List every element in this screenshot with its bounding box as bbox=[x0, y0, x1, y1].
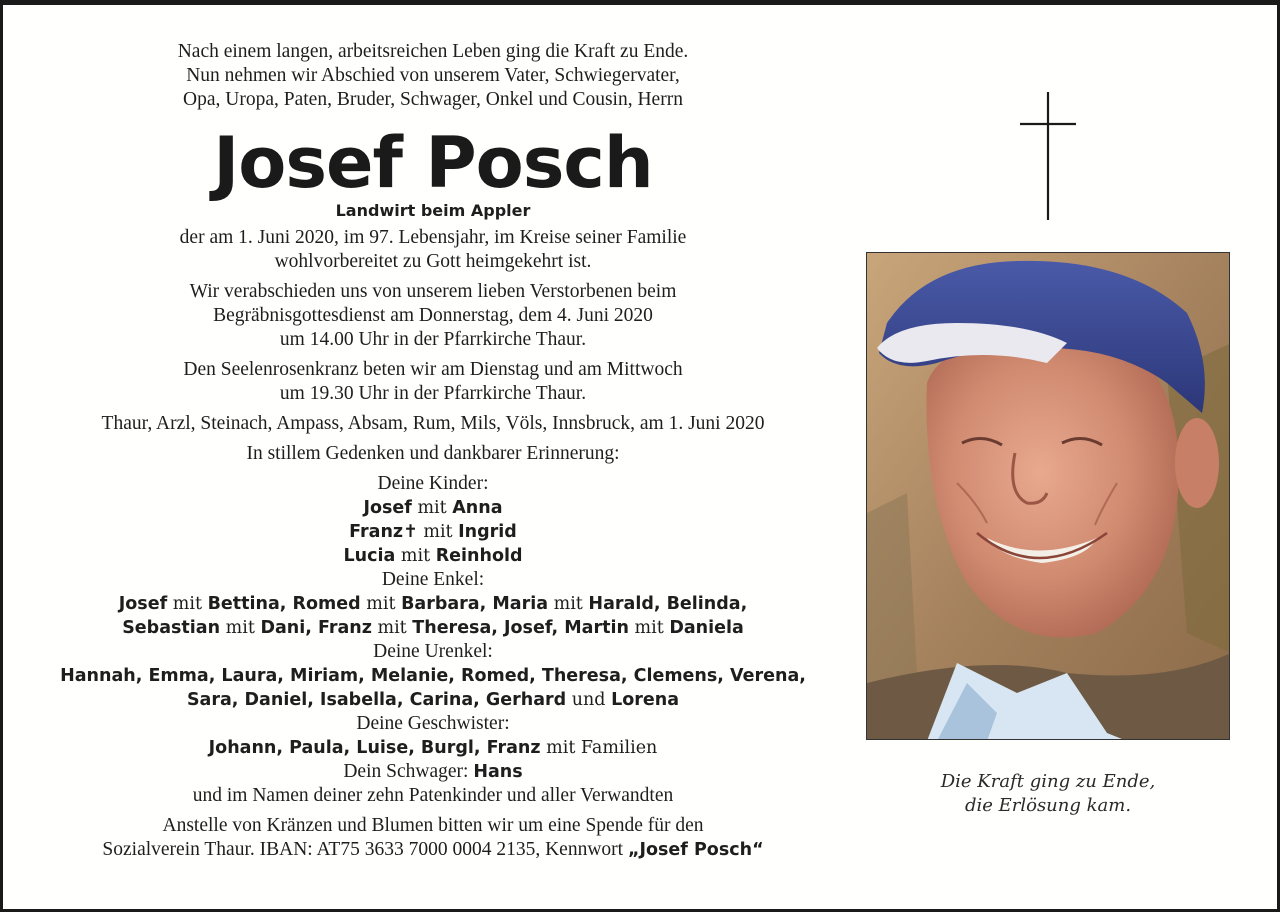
grandchild-name: Sebastian bbox=[122, 618, 221, 638]
rosary-line: Den Seelenrosenkranz beten wir am Dienstag und am Mittwoch bbox=[183, 359, 683, 380]
donation-text: Sozialverein Thaur. IBAN: AT75 3633 7000 0004 2135, Kennwort bbox=[102, 839, 624, 860]
rosary-line: um 19.30 Uhr in der Pfarrkirche Thaur. bbox=[279, 383, 587, 404]
donation-line bbox=[40, 838, 826, 862]
caption-line: Die Kraft ging zu Ende, bbox=[940, 771, 1156, 792]
place-date: Thaur, Arzl, Steinach, Ampass, Absam, Rum, Mils, Völs, Innsbruck, am 1. Juni 2020 bbox=[101, 413, 765, 434]
child-line bbox=[40, 496, 826, 520]
portrait-illustration bbox=[867, 253, 1230, 740]
with-word: mit bbox=[366, 594, 396, 614]
grandchildren-label: Deine Enkel: bbox=[381, 569, 485, 590]
child-line bbox=[40, 520, 826, 544]
great-grandchildren-line bbox=[40, 664, 826, 688]
great-grandchild-names: Hannah, Emma, Laura, Miriam, Melanie, Romed, Theresa, Clemens, Verena, bbox=[60, 666, 806, 686]
death-notice-line: wohlvorbereitet zu Gott heimgekehrt ist. bbox=[274, 251, 592, 272]
funeral-line: Begräbnisgottesdienst am Donnerstag, dem 4. Juni 2020 bbox=[213, 305, 653, 326]
with-word: mit bbox=[377, 618, 407, 638]
great-grandchildren-label: Deine Urenkel: bbox=[373, 641, 493, 662]
caption-line: die Erlösung kam. bbox=[964, 795, 1132, 816]
deceased-name: Josef Posch bbox=[213, 122, 653, 204]
great-grandchild-names: Lorena bbox=[611, 690, 680, 710]
with-word: mit bbox=[634, 618, 664, 638]
with-word: mit bbox=[225, 618, 255, 638]
with-word: mit bbox=[172, 594, 203, 614]
brother-in-law-label: Dein Schwager: bbox=[343, 761, 469, 782]
portrait-photo bbox=[866, 252, 1230, 740]
grandchild-name: Barbara, Maria bbox=[401, 594, 549, 614]
grandchild-name: Daniela bbox=[669, 618, 744, 638]
intro-line: Opa, Uropa, Paten, Bruder, Schwager, Onkel und Cousin, Herrn bbox=[183, 89, 683, 110]
grandchildren-line bbox=[40, 592, 826, 616]
brother-in-law-line bbox=[40, 760, 826, 784]
and-word: und bbox=[571, 690, 606, 710]
photo-caption bbox=[866, 770, 1230, 818]
closing-line: und im Namen deiner zehn Patenkinder und aller Verwandten bbox=[192, 785, 674, 806]
donation-keyword: „Josef Posch“ bbox=[627, 840, 764, 860]
remembrance: In stillem Gedenken und dankbarer Erinnerung: bbox=[246, 443, 620, 464]
with-word: mit bbox=[417, 498, 447, 518]
children-label: Deine Kinder: bbox=[377, 473, 489, 494]
grandchildren-line bbox=[40, 616, 826, 640]
child-name: Josef bbox=[363, 498, 412, 518]
child-line bbox=[40, 544, 826, 568]
funeral-line: Wir verabschieden uns von unserem lieben Verstorbenen beim bbox=[189, 281, 677, 302]
brother-in-law-name: Hans bbox=[473, 762, 523, 782]
grandchild-name: Harald, Belinda, bbox=[588, 594, 748, 614]
grandchild-name: Bettina, Romed bbox=[207, 594, 361, 614]
siblings-label: Deine Geschwister: bbox=[356, 713, 510, 734]
with-word: mit bbox=[553, 594, 583, 614]
siblings-line bbox=[40, 736, 826, 760]
partner-name: Reinhold bbox=[435, 546, 523, 566]
grandchild-name: Theresa, Josef, Martin bbox=[412, 618, 629, 638]
partner-name: Ingrid bbox=[458, 522, 517, 542]
child-name: Franz bbox=[349, 522, 404, 542]
partner-name: Anna bbox=[452, 498, 503, 518]
cross-icon bbox=[1020, 92, 1076, 220]
grandchild-name: Josef bbox=[118, 594, 168, 614]
with-word: mit bbox=[423, 522, 453, 542]
great-grandchild-names: Sara, Daniel, Isabella, Carina, Gerhard bbox=[186, 690, 567, 710]
grandchild-name: Dani, Franz bbox=[260, 618, 372, 638]
sibling-names: Johann, Paula, Luise, Burgl, Franz bbox=[208, 738, 541, 758]
donation-line: Anstelle von Kränzen und Blumen bitten wir um eine Spende für den bbox=[162, 815, 704, 836]
child-name: Lucia bbox=[343, 546, 396, 566]
funeral-line: um 14.00 Uhr in der Pfarrkirche Thaur. bbox=[279, 329, 587, 350]
death-notice-line: der am 1. Juni 2020, im 97. Lebensjahr, im Kreise seiner Familie bbox=[179, 227, 687, 248]
notice-text bbox=[40, 40, 826, 862]
intro-line: Nach einem langen, arbeitsreichen Leben ging die Kraft zu Ende. bbox=[177, 41, 689, 62]
intro-line: Nun nehmen wir Abschied von unserem Vater, Schwiegervater, bbox=[186, 65, 680, 86]
great-grandchildren-line bbox=[40, 688, 826, 712]
with-word: mit bbox=[400, 546, 431, 566]
profession: Landwirt beim Appler bbox=[335, 201, 531, 220]
deceased-cross-icon: ✝ bbox=[403, 522, 418, 542]
siblings-suffix: mit Familien bbox=[546, 738, 658, 758]
